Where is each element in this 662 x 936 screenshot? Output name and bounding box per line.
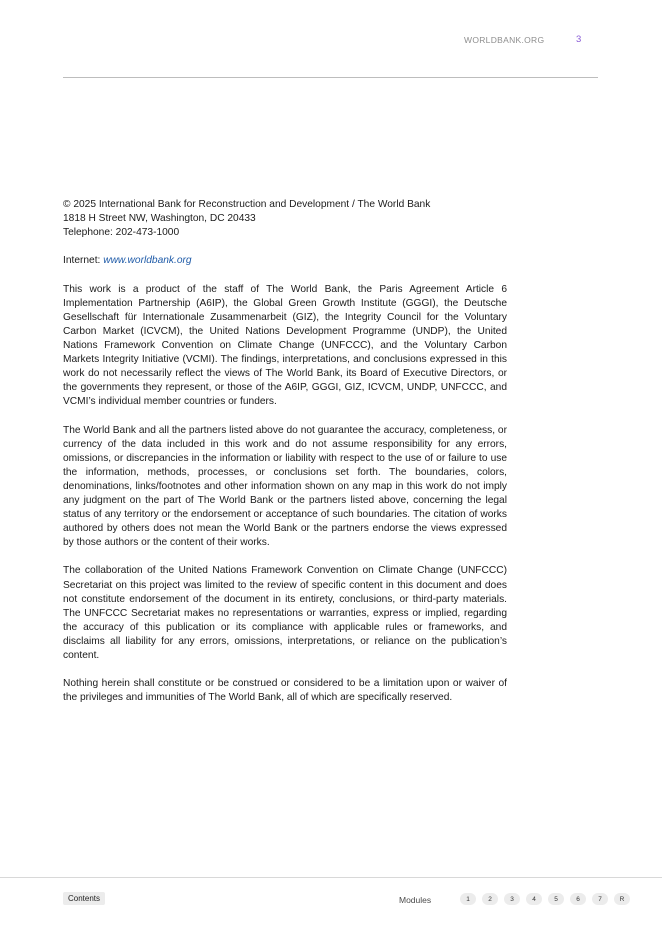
internet-label: Internet: xyxy=(63,255,104,267)
module-6-button[interactable]: 6 xyxy=(570,893,586,905)
telephone-line: Telephone: 202-473-1000 xyxy=(63,227,180,239)
worldbank-url-link[interactable]: www.worldbank.org xyxy=(103,255,192,267)
references-button[interactable]: R xyxy=(614,893,630,905)
module-4-button[interactable]: 4 xyxy=(526,893,542,905)
page-number: 3 xyxy=(576,34,582,45)
module-2-button[interactable]: 2 xyxy=(482,893,498,905)
module-nav xyxy=(460,893,630,905)
copyright-line: © 2025 International Bank for Reconstruction and Development / The World Bank xyxy=(63,199,431,210)
paragraph-privileges: Nothing herein shall constitute or be construed or considered to be a limitation upon or waiver of the privileges and immunities of The World Bank, all of which are specifically reserved. xyxy=(63,678,507,704)
header-site-link[interactable]: WORLDBANK.ORG xyxy=(464,35,545,45)
paragraph-unfccc: The collaboration of the United Nations Framework Convention on Climate Change (UNFCCC) Secretariat on this project was limited to the review of specific content in this document and does not constitute endorsement of the document in its entirety, conclusions, or third-party materials. The UNFCCC Secretariat makes no representations or warranties, express or implied, regarding the accuracy of this publication or its compliance with applicable rules or frameworks, and disclaims all liability for any errors, omissions, interpretations, or reliance on the publication’s content. xyxy=(63,565,507,661)
contents-button[interactable]: Contents xyxy=(63,892,105,905)
footer-divider xyxy=(0,877,662,878)
modules-label: Modules xyxy=(399,895,432,905)
address-line: 1818 H Street NW, Washington, DC 20433 xyxy=(63,213,256,225)
module-5-button[interactable]: 5 xyxy=(548,893,564,905)
copyright-page-body xyxy=(63,198,507,719)
header-divider xyxy=(63,77,598,78)
copyright-block xyxy=(63,198,507,240)
paragraph-staff-product: This work is a product of the staff of The World Bank, the Paris Agreement Article 6 Implementation Partnership (A6IP), the Global Green Growth Institute (GGGI), the Deutsche Gesellschaft für Internationale Zusammenarbeit (GIZ), the Integrity Council for the Voluntary Carbon Market (ICVCM), the United Nations Development Programme (UNDP), the United Nations Framework Convention on Climate Change (UNFCCC), and the Voluntary Carbon Markets Integrity Initiative (VCMI). The findings, interpretations, and conclusions expressed in this work do not necessarily reflect the views of The World Bank, its Board of Executive Directors, or the governments they represent, or those of the A6IP, GGGI, GIZ, ICVCM, UNDP, UNFCCC, and VCMI’s individual member countries or funders. xyxy=(63,283,507,408)
module-1-button[interactable]: 1 xyxy=(460,893,476,905)
internet-line xyxy=(63,254,507,268)
module-7-button[interactable]: 7 xyxy=(592,893,608,905)
module-3-button[interactable]: 3 xyxy=(504,893,520,905)
paragraph-disclaimer: The World Bank and all the partners listed above do not guarantee the accuracy, completeness, or currency of the data included in this work and do not assume responsibility for any errors, omissions, or discrepancies in the information or liability with respect to the use of or failure to use the information, methods, processes, or conclusions set forth. The boundaries, colors, denominations, links/footnotes and other information shown on any map in this work do not imply any judgment on the part of The World Bank or the partners listed above, concerning the legal status of any territory or the endorsement or acceptance of such boundaries. The citation of works authored by others does not mean the World Bank or the partners endorse the views expressed by those authors or the content of their works. xyxy=(63,424,507,549)
